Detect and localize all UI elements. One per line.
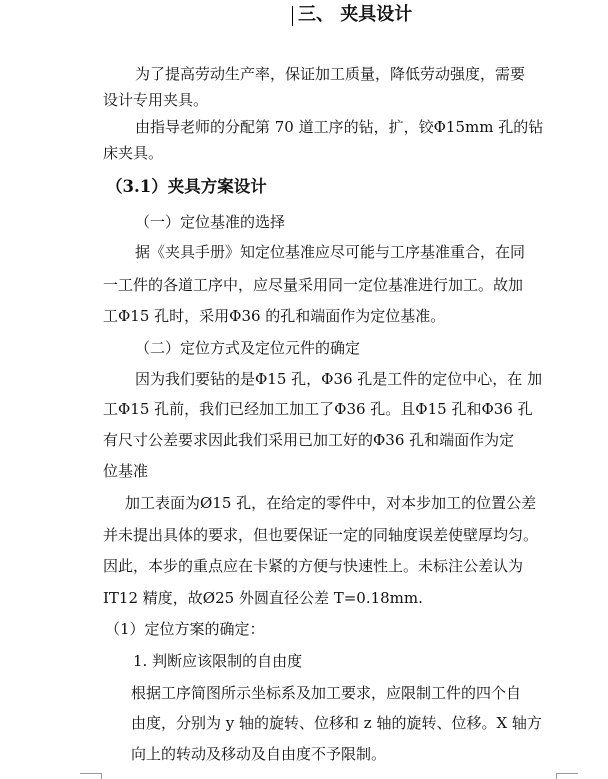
subsection-heading: （3.1）夹具方案设计 [106,177,267,196]
paragraph-line: 加工表面为Ø15 孔，在给定的零件中，对本步加工的位置公差 [125,494,537,512]
paragraph-line: 据《夹具手册》知定位基准应尽可能与工序基准重合，在同 [135,243,526,261]
text-cursor [292,6,293,26]
crop-mark [80,773,102,774]
paragraph-line: 床夹具。 [103,144,164,162]
paragraph-line: 由指导老师的分配第 70 道工序的钻，扩，铰Φ15mm 孔的钻 [135,118,544,136]
paragraph-line: 由度，分别为 y 轴的旋转、位移和 z 轴的旋转、位移。X 轴方 [131,714,542,732]
paragraph-line: 位基准 [103,462,149,480]
paragraph-line: 工Φ15 孔前，我们已经加工加工了Φ36 孔。且Φ15 孔和Φ36 孔 [103,400,533,418]
paragraph-line: 设计专用夹具。 [103,91,209,109]
crop-mark [101,773,102,779]
paragraph-line: 向上的转动及移动及自由度不予限制。 [131,745,387,763]
paragraph-line: 因为我们要钻的是Φ15 孔，Φ36 孔是工件的定位中心，在 加 [135,370,543,388]
paragraph-line: 根据工序简图所示坐标系及加工要求，应限制工件的四个自 [131,684,522,702]
paragraph-line: 工Φ15 孔时，采用Φ36 的孔和端面作为定位基准。 [103,307,446,325]
paragraph-line: （1）定位方案的确定： [105,620,265,638]
crop-mark [556,773,557,779]
paragraph-line: 有尺寸公差要求因此我们采用已加工好的Φ36 孔和端面作为定 [103,431,515,449]
paragraph-line: 并未提出具体的要求，但也要保证一定的同轴度误差使壁厚均匀。 [103,526,539,544]
paragraph-line: IT12 精度，故Ø25 外圆直径公差 T=0.18mm. [103,589,423,607]
paragraph-line: 因此，本步的重点应在卡紧的方便与快速性上。未标注公差认为 [103,557,524,575]
section-title: 三、 夹具设计 [298,4,413,25]
crop-mark [556,773,578,774]
paragraph-line: 为了提高劳动生产率，保证加工质量，降低劳动强度，需要 [135,65,526,83]
paragraph-line: 一工件的各道工序中，应尽量采用同一定位基准进行加工。故加 [103,276,524,294]
paragraph-line: （一）定位基准的选择 [135,213,286,231]
list-item: 1. 判断应该限制的自由度 [133,652,303,670]
paragraph-line: （二）定位方式及定位元件的确定 [135,339,361,357]
